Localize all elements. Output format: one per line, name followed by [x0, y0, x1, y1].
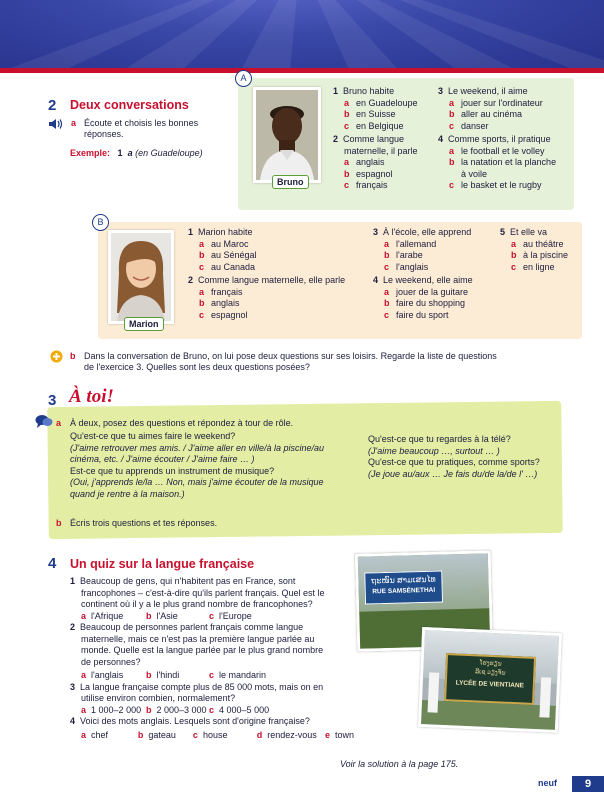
ex4-questions: 1 Beaucoup de gens, qui n'habitent pas en France, sont francophones – c'est-à-dire qu'ils parlent français. Quel est le continent où il y a le plus grand nombre de francophones? a l'Afrique b l'Asie c l'Europe 2 Beaucoup de personnes parlent français comme langue maternelle, mais ce n'est pas la première langue parlée au monde. Quelle est la langue parlée par le plus grand nombre de personnes? a l'anglais b l'hindi c le mandarin 3 La langue française compte plus de 85 000 mots, mais on en utilise environ combien, normalement? a 1 000–2 000 b 2 000–3 000 c 4 000–5 000 4 Voici des mots anglais. Lesquels sont d'origine française? a chef b gateau c house d rendez-vous e town: [70, 576, 354, 740]
street-sign-fr: RUE SAMSÈNETHAI: [372, 586, 436, 596]
footer-page-word: neuf: [538, 778, 557, 788]
footer-page-number: 9: [572, 776, 604, 792]
ex2-number: 2: [48, 97, 57, 114]
lycee-sign-lao-top: ໂຮງຮຽນ: [479, 660, 502, 668]
ex2-b-letter: b: [70, 351, 76, 361]
ex2-b-text-1: Dans la conversation de Bruno, on lui pose deux questions sur ses loisirs. Regarde la liste de questions: [84, 351, 497, 361]
ex2-a-letter: a: [71, 118, 77, 128]
panel-b-col-2: 3 À l'école, elle apprend a l'allemand b l'arabe c l'anglais 4 Le weekend, elle aime a jouer de la guitare b faire du shopping c faire du sport: [373, 227, 473, 320]
panel-b-badge: B: [92, 214, 109, 231]
panel-a-badge: A: [235, 70, 252, 87]
marion-photo: [108, 230, 174, 324]
speaker-icon[interactable]: [48, 118, 64, 132]
lycee-sign-lao-mid: ລີເຊ ວຽງຈັນ: [475, 669, 506, 677]
ex2-a-text-1: Écoute et choisis les bonnes: [84, 118, 199, 128]
header-stripe: [0, 68, 604, 73]
solution-note: Voir la solution à la page 175.: [340, 759, 459, 769]
marion-name-tag: Marion: [124, 317, 164, 331]
header-rays: [0, 0, 604, 72]
panel-a-col-2: 3 Le weekend, il aime a jouer sur l'ordinateur b aller au cinéma c danser 4 Comme sports, il pratique a le football et le volley b la natation et la planche à voile c le basket et le rugby: [438, 86, 557, 190]
ex3-right-dialog: Qu'est-ce que tu regardes à la télé? (J'aime beaucoup …, surtout … ) Qu'est-ce que tu pratiques, comme sports? (Je joue au/aux … Je fais du/de la/de l' …): [368, 434, 540, 479]
street-sign-lao: ຖະໜົນ ສາມເສນໄທ: [371, 574, 436, 586]
ex3-b-text: Écris trois questions et tes réponses.: [70, 518, 218, 528]
bruno-name-tag: Bruno: [272, 175, 309, 189]
ex4-number: 4: [48, 555, 57, 572]
bruno-photo: [253, 87, 321, 183]
ex2-title: Deux conversations: [70, 98, 189, 112]
plus-icon: [50, 350, 63, 365]
panel-b-col-3: 5 Et elle va a au théâtre b à la piscine c en ligne: [500, 227, 569, 272]
ex2-a-text-2: réponses.: [84, 129, 124, 139]
speech-bubble-icon: [35, 414, 53, 431]
ex3-a-letter: a: [56, 418, 62, 428]
ex4-title: Un quiz sur la langue française: [70, 557, 255, 571]
lycee-sign-fr: LYCÉE DE VIENTIANE: [455, 679, 525, 690]
ex3-left-dialog: Qu'est-ce que tu aimes faire le weekend? (J'aime retrouver mes amis. / J'aime aller en ville/à la piscine/au cinéma, etc. / J'aime écouter / J'aime faire … ) Est-ce que tu apprends un instrument de musique? (Oui, j'apprends le/la … Non, mais j'aime écouter de la musique quand je rentre à la maison.): [70, 431, 325, 499]
ex2-b-text-2: de l'exercice 3. Quelles sont les deux questions posées?: [84, 362, 310, 372]
ex3-title: À toi!: [69, 386, 114, 407]
panel-b-col-1: 1 Marion habite a au Maroc b au Sénégal c au Canada 2 Comme langue maternelle, elle parle a français b anglais c espagnol: [188, 227, 346, 320]
panel-a-col-1: 1 Bruno habite a en Guadeloupe b en Suisse c en Belgique 2 Comme langue maternelle, il parle a anglais b espagnol c français: [333, 86, 418, 190]
ex3-b-letter: b: [56, 518, 62, 528]
lycee-sign-photo: [418, 627, 562, 733]
ex3-number: 3: [48, 392, 57, 409]
ex3-a-text: À deux, posez des questions et répondez à tour de rôle.: [70, 418, 294, 428]
header-band: [0, 0, 604, 72]
ex2-example: Exemple: 1 a (en Guadeloupe): [70, 148, 203, 158]
